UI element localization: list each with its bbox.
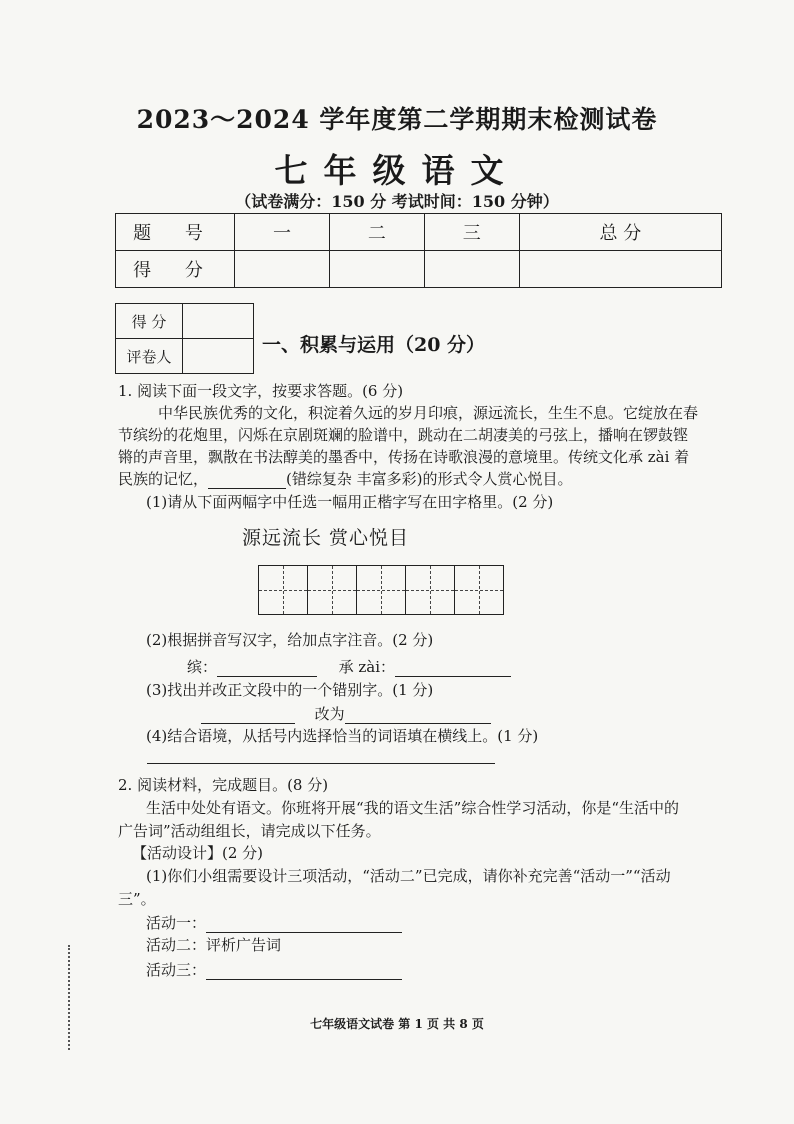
passage-line: 生活中处处有语文。你班将开展“我的语文生活”综合性学习活动，你是“生活中的: [146, 799, 680, 817]
tianzige-cell[interactable]: [357, 566, 406, 614]
score-table-score-row: [116, 251, 722, 288]
tianzige-grid[interactable]: [258, 565, 504, 615]
passage-line: 中华民族优秀的文化，积淀着久远的岁月印痕，源远流长，生生不息。它绽放在春: [158, 404, 699, 422]
answer-row: [187, 657, 511, 677]
score-table-cell: 二: [329, 214, 424, 251]
grader-score-cell[interactable]: [183, 304, 254, 339]
answer-row: [201, 704, 491, 724]
sub-question: (1)你们小组需要设计三项活动，“活动二”已完成，请你补充完善“活动一”“活动: [146, 867, 671, 885]
grader-name-label: 评卷人: [116, 339, 183, 374]
exam-info: （试卷满分：150 分 考试时间：150 分钟）: [235, 192, 559, 211]
answer-blank[interactable]: [395, 660, 511, 677]
page-footer: 七年级语文试卷 第 1 页 共 8 页: [310, 1017, 484, 1031]
activity-heading: 【活动设计】(2 分): [132, 844, 264, 862]
question-stem: 2. 阅读材料，完成题目。(8 分): [118, 776, 329, 794]
score-entry-cell[interactable]: [329, 251, 424, 288]
grader-name-cell[interactable]: [183, 339, 254, 374]
answer-label: 活动一：: [146, 914, 207, 932]
passage-line: 锵的声音里，飘散在书法醇美的墨香中，传扬在诗歌浪漫的意境里。传统文化承 zài 着: [118, 448, 690, 466]
score-table-cell: 三: [424, 214, 519, 251]
passage-line: 广告词”活动组组长，请完成以下任务。: [118, 822, 381, 840]
question-stem: 1. 阅读下面一段文字，按要求答题。(6 分): [118, 382, 404, 400]
activity-two: 活动二：评析广告词: [146, 936, 282, 954]
score-table-cell: 得 分: [116, 251, 235, 288]
calligraphy-words: 源远流长 赏心悦目: [242, 527, 410, 549]
answer-label: 改为: [314, 705, 345, 723]
sub-question: 三”。: [118, 890, 156, 908]
tianzige-cell[interactable]: [455, 566, 503, 614]
exam-title: 2023～2024 学年度第二学期期末检测试卷: [136, 105, 658, 134]
grader-table: [115, 303, 254, 374]
binding-dotted-line: [68, 945, 74, 1050]
exam-subject: 七年级语文: [274, 151, 520, 190]
score-entry-cell[interactable]: [519, 251, 721, 288]
passage-line: 节缤纷的花炮里，闪烁在京剧斑斓的脸谱中，跳动在二胡凄美的弓弦上，播响在锣鼓铿: [118, 426, 689, 444]
answer-label: 承 zài：: [338, 658, 395, 676]
answer-row: [146, 913, 402, 933]
answer-blank[interactable]: [147, 763, 495, 764]
tianzige-cell[interactable]: [259, 566, 308, 614]
grader-score-label: 得 分: [116, 304, 183, 339]
passage-text: (错综复杂 丰富多彩)的形式令人赏心悦目。: [286, 470, 573, 488]
sub-question: (3)找出并改正文段中的一个错别字。(1 分): [146, 681, 434, 699]
answer-blank[interactable]: [206, 916, 402, 933]
answer-label: 缤：: [187, 658, 218, 676]
answer-label: 活动三：: [146, 961, 207, 979]
passage-line: [118, 469, 573, 489]
passage-text: 民族的记忆，: [118, 470, 209, 488]
sub-question: (2)根据拼音写汉字，给加点字注音。(2 分): [146, 631, 434, 649]
score-table-cell: 一: [235, 214, 330, 251]
score-table-cell: 题 号: [116, 214, 235, 251]
answer-blank[interactable]: [345, 707, 491, 724]
answer-blank[interactable]: [206, 963, 402, 980]
tianzige-cell[interactable]: [406, 566, 455, 614]
section-title: 一、积累与运用（20 分）: [262, 334, 486, 356]
sub-question: (4)结合语境，从括号内选择恰当的词语填在横线上。(1 分): [146, 727, 539, 745]
score-table-cell: 总 分: [519, 214, 721, 251]
score-entry-cell[interactable]: [424, 251, 519, 288]
tianzige-cell[interactable]: [308, 566, 357, 614]
score-entry-cell[interactable]: [235, 251, 330, 288]
answer-blank[interactable]: [217, 660, 317, 677]
answer-blank[interactable]: [208, 472, 286, 489]
sub-question: (1)请从下面两幅字中任选一幅用正楷字写在田字格里。(2 分): [146, 493, 554, 511]
answer-blank[interactable]: [201, 707, 295, 724]
score-table-header-row: [116, 214, 722, 251]
answer-row: [146, 960, 402, 980]
score-table: [115, 213, 722, 288]
